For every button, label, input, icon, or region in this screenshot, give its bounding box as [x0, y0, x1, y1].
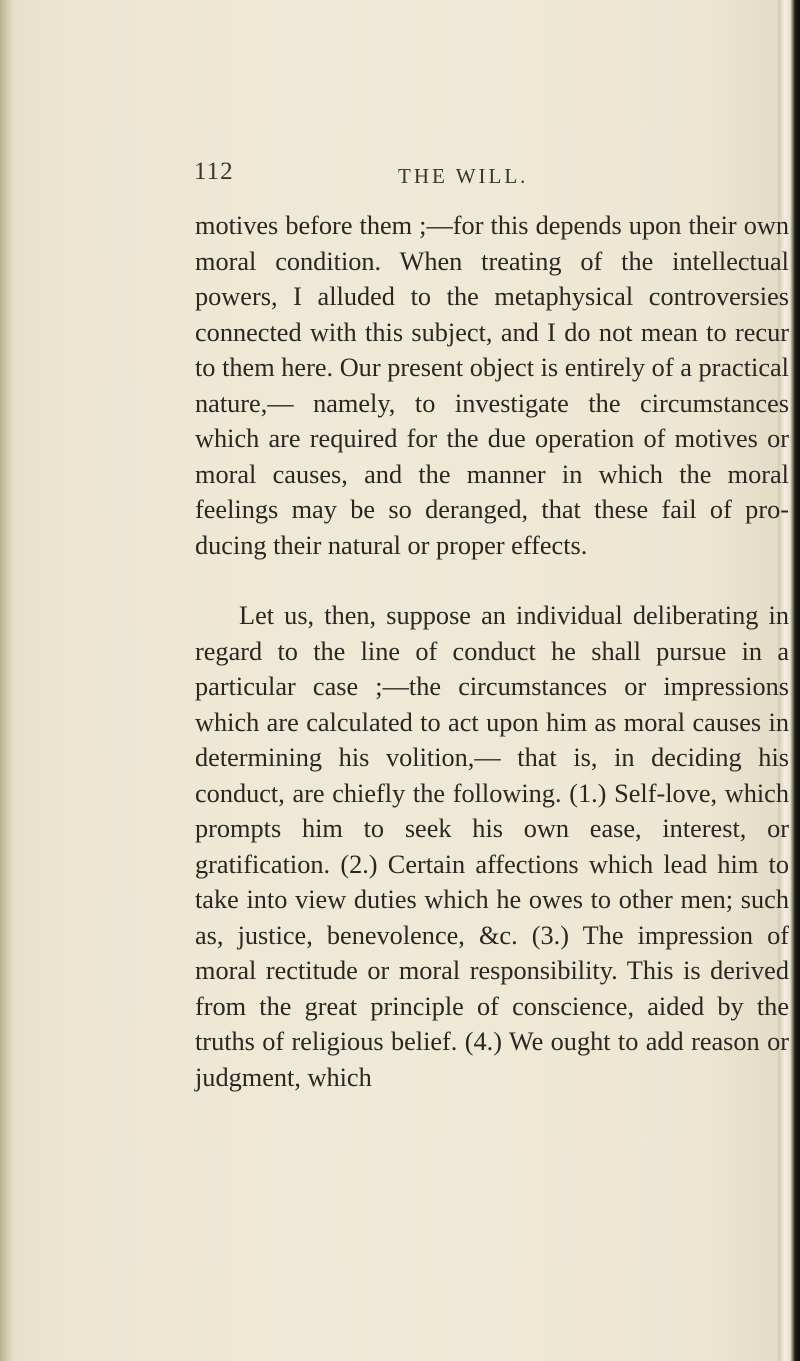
paragraph: motives before them ;—for this depends upon their own moral condition. When treating of the intellectual powers, I alluded to the metaphysical controversies connected with this subject, and I do not mean to recur to them here. Our present object is entirely of a practical nature,— namely, to investigate the circumstances which are required for the due operation of motives or moral causes, and the manner in which the moral feelings may be so deranged, that these fail of producing their natural or proper effects.: [195, 211, 789, 560]
running-title: THE WILL.: [398, 164, 529, 188]
body-text: [195, 208, 789, 1095]
paragraph: Let us, then, suppose an individual deliberating in regard to the line of conduct he shall pursue in a particular case ;—the circumstances or impressions which are calculated to act upon him as moral causes in determining his volition,— that is, in deciding his conduct, are chiefly the following. (1.) Self-love, which prompts him to seek his own ease, interest, or gratification. (2.) Certain affections which lead him to take into view duties which he owes to other men; such as, justice, benevolence, &c. (3.) The impression of moral rectitude or moral responsibility. This is derived from the great principle of conscience, aided by the truths of religious belief. (4.) We ought to add reason or judgment, which: [195, 601, 789, 1092]
running-head: [0, 158, 778, 198]
page-number: 112: [194, 158, 234, 185]
page-gutter: [0, 0, 14, 1361]
